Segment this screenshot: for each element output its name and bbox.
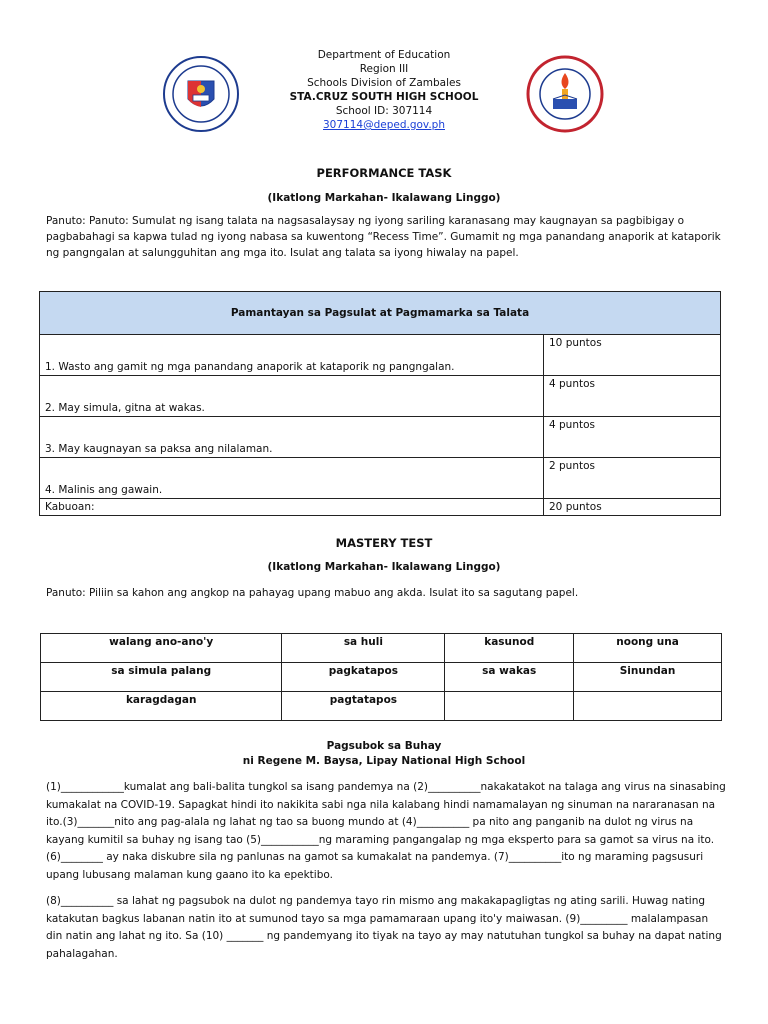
mastery-test-instructions: Panuto: Piliin sa kahon ang angkop na pahayag upang mabuo ang akda. Isulat ito sa sagutang papel. — [46, 587, 579, 599]
department-name: Department of Education — [317, 49, 451, 61]
rubric-points: 4 puntos — [544, 376, 721, 417]
word-cell: noong una — [574, 634, 722, 663]
school-email-link[interactable]: 307114@deped.gov.ph — [323, 119, 445, 131]
region-name: Region III — [359, 63, 409, 75]
word-cell — [445, 692, 574, 721]
rubric-points: 4 puntos — [544, 417, 721, 458]
story-author: ni Regene M. Baysa, Lipay National High School — [242, 755, 526, 767]
rubric-total-label: Kabuoan: — [40, 499, 544, 516]
rubric-criterion: 2. May simula, gitna at wakas. — [40, 376, 544, 417]
word-cell: walang ano-ano'y — [41, 634, 282, 663]
rubric-criterion: 3. May kaugnayan sa paksa ang nilalaman. — [40, 417, 544, 458]
word-cell: karagdagan — [41, 692, 282, 721]
word-cell: sa huli — [282, 634, 445, 663]
word-cell: Sinundan — [574, 663, 722, 692]
rubric-points: 10 puntos — [544, 335, 721, 376]
school-id: School ID: 307114 — [335, 105, 433, 117]
mastery-test-title: MASTERY TEST — [335, 536, 433, 550]
performance-task-instructions: Panuto: Panuto: Sumulat ng isang talata na nagsasalaysay ng iyong sariling karanasang may kaugnayan sa pagbibigay o pagbabahagi sa kapwa tulad ng iyong nabasa sa kuwentong “Recess Time”. Gumamit ng mga panandang anaporik at kataporik ng pangngalan at salungguhitan ang mga ito. Isulat ang talata sa iyong hiwalay na papel. — [46, 215, 721, 259]
word-cell: sa simula palang — [41, 663, 282, 692]
word-choice-table — [40, 633, 722, 721]
performance-task-subtitle: (Ikatlong Markahan- Ikalawang Linggo) — [267, 192, 501, 204]
rubric-header: Pamantayan sa Pagsulat at Pagmamarka sa Talata — [40, 292, 721, 335]
mastery-test-subtitle: (Ikatlong Markahan- Ikalawang Linggo) — [267, 561, 501, 573]
story-title: Pagsubok sa Buhay — [326, 740, 442, 752]
word-cell: sa wakas — [445, 663, 574, 692]
rubric-criterion: 1. Wasto ang gamit ng mga panandang anaporik at kataporik ng pangngalan. — [40, 335, 544, 376]
rubric-criterion: 4. Malinis ang gawain. — [40, 458, 544, 499]
division-name: Schools Division of Zambales — [307, 77, 461, 89]
word-cell: pagkatapos — [282, 663, 445, 692]
rubric-table — [39, 291, 721, 516]
school-name: STA.CRUZ SOUTH HIGH SCHOOL — [289, 91, 479, 103]
performance-task-title: PERFORMANCE TASK — [316, 166, 452, 180]
rubric-points: 2 puntos — [544, 458, 721, 499]
word-cell: pagtatapos — [282, 692, 445, 721]
story-paragraph-2: (8)__________ sa lahat ng pagsubok na dulot ng pandemya tayo rin mismo ang makakapagligtas ng ating sarili. Huwag nating katakutan bagkus labanan natin ito at sumunod tayo sa mga pamamaraan upang ito'y maiwasan. (9)_________ malalampasan din natin ang lahat ng ito. Sa (10) _______ ng pandemyang ito tiyak na tayo ay may natutuhan tungkol sa buhay na dapat nating pahalagahan. — [46, 895, 722, 960]
word-cell: kasunod — [445, 634, 574, 663]
letterhead — [0, 48, 768, 132]
word-cell — [574, 692, 722, 721]
rubric-total-points: 20 puntos — [544, 499, 721, 516]
story-paragraph-1: (1)____________kumalat ang bali-balita tungkol sa isang pandemya na (2)__________nakakatakot na talaga ang virus na sinasabing kumakalat na COVID-19. Sapagkat hindi ito nakikita sabi nga nila kalabang hindi namamalayan ng sinuman na nararanasan na ito.(3)_______nito ang pag-alala ng lahat ng tao sa buong mundo at (4)__________ pa nito ang panganib na dulot ng virus na kayang kumitil sa buhay ng isang tao (5)___________ng maraming pangangalap ng mga eksperto para sa gamot sa virus na ito. (6)________ ay naka diskubre sila ng panlunas na gamot sa kumakalat na pandemya. (7)__________ito ng maraming pagsusuri upang lubusang malaman kung gaano ito ka epektibo. — [46, 781, 726, 881]
